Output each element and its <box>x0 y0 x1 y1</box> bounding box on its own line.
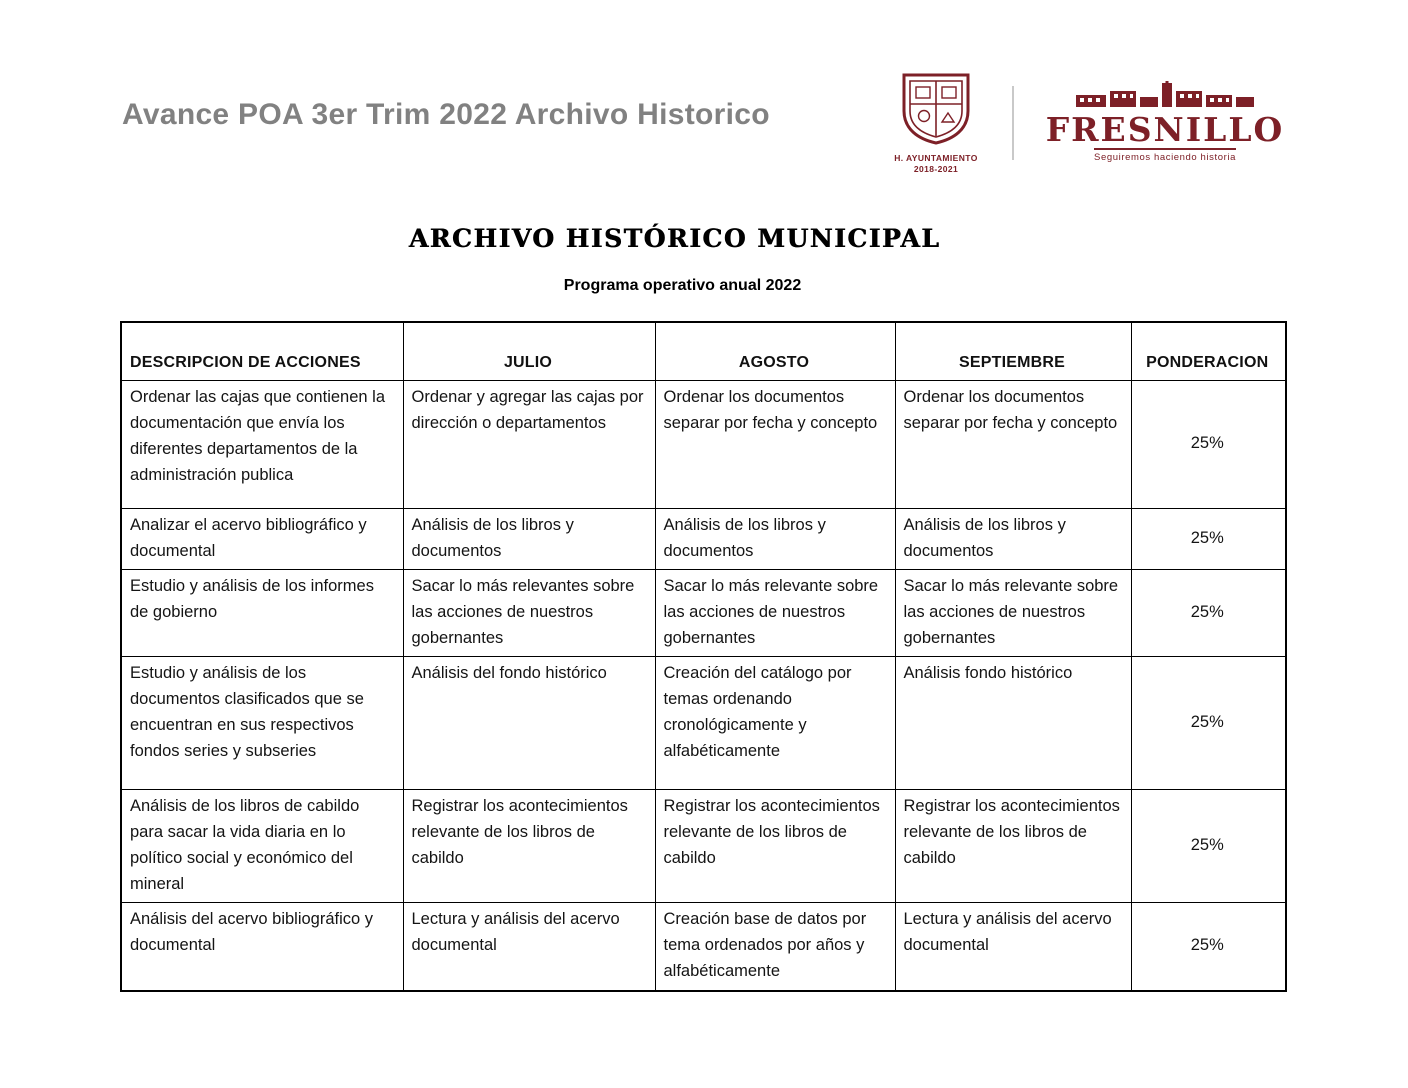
cell-septiembre: Ordenar los documentos separar por fecha y concepto <box>895 380 1131 508</box>
cell-agosto: Sacar lo más relevante sobre las acciones de nuestros gobernantes <box>655 569 895 656</box>
crest-shield-icon <box>900 72 972 146</box>
cell-julio: Ordenar y agregar las cajas por dirección o departamentos <box>403 380 655 508</box>
cell-agosto: Ordenar los documentos separar por fecha y concepto <box>655 380 895 508</box>
fresnillo-wordmark: FRESNILLO <box>1045 109 1285 149</box>
column-header-septiembre: SEPTIEMBRE <box>895 322 1131 380</box>
table-header-row <box>121 322 1286 380</box>
cell-agosto: Creación del catálogo por temas ordenando cronológicamente y alfabéticamente <box>655 657 895 790</box>
cell-julio: Registrar los acontecimientos relevante de los libros de cabildo <box>403 790 655 903</box>
cell-septiembre: Registrar los acontecimientos relevante de los libros de cabildo <box>895 790 1131 903</box>
column-header-julio: JULIO <box>403 322 655 380</box>
cell-julio: Análisis del fondo histórico <box>403 657 655 790</box>
column-header-ponderacion: PONDERACION <box>1131 322 1286 380</box>
cell-ponderacion: 25% <box>1131 790 1286 903</box>
column-header-agosto: AGOSTO <box>655 322 895 380</box>
fresnillo-logo <box>1040 81 1290 166</box>
page-header <box>0 0 1408 174</box>
cell-agosto: Análisis de los libros y documentos <box>655 508 895 569</box>
cell-agosto: Creación base de datos por tema ordenados por años y alfabéticamente <box>655 903 895 991</box>
cell-descripcion-de-acciones: Ordenar las cajas que contienen la documentación que envía los diferentes departamentos de la administración publica <box>121 380 403 508</box>
table-row <box>121 569 1286 656</box>
table-row <box>121 508 1286 569</box>
cell-agosto: Registrar los acontecimientos relevante de los libros de cabildo <box>655 790 895 903</box>
table-row <box>121 903 1286 991</box>
document-subheading: Programa operativo anual 2022 <box>563 277 802 295</box>
fresnillo-tagline: Seguiremos haciendo historia <box>1094 148 1236 163</box>
crest-caption-line1: H. AYUNTAMIENTO <box>894 153 978 163</box>
cell-septiembre: Sacar lo más relevante sobre las acciones de nuestros gobernantes <box>895 569 1131 656</box>
cell-descripcion-de-acciones: Análisis del acervo bibliográfico y documental <box>121 903 403 991</box>
cell-descripcion-de-acciones: Estudio y análisis de los documentos clasificados que se encuentran en sus respectivos fondos series y subseries <box>121 657 403 790</box>
page-title: Avance POA 3er Trim 2022 Archivo Historico <box>122 98 770 131</box>
cell-julio: Sacar lo más relevantes sobre las acciones de nuestros gobernantes <box>403 569 655 656</box>
fresnillo-skyline-icon <box>1070 81 1260 107</box>
ayuntamiento-crest-logo <box>886 72 986 174</box>
poa-table <box>120 321 1287 991</box>
column-header-descripcion-de-acciones: DESCRIPCION DE ACCIONES <box>121 322 403 380</box>
crest-caption-line2: 2018-2021 <box>913 163 959 174</box>
cell-julio: Lectura y análisis del acervo documental <box>403 903 655 991</box>
logo-group <box>886 72 1290 174</box>
table-row <box>121 380 1286 508</box>
cell-descripcion-de-acciones: Estudio y análisis de los informes de gobierno <box>121 569 403 656</box>
crest-caption <box>886 153 986 174</box>
table-row <box>121 790 1286 903</box>
document-heading: ARCHIVO HISTÓRICO MUNICIPAL <box>408 224 941 254</box>
cell-julio: Análisis de los libros y documentos <box>403 508 655 569</box>
cell-ponderacion: 25% <box>1131 508 1286 569</box>
table-row <box>121 657 1286 790</box>
cell-ponderacion: 25% <box>1131 657 1286 790</box>
cell-ponderacion: 25% <box>1131 569 1286 656</box>
cell-ponderacion: 25% <box>1131 903 1286 991</box>
cell-descripcion-de-acciones: Analizar el acervo bibliográfico y documental <box>121 508 403 569</box>
cell-ponderacion: 25% <box>1131 380 1286 508</box>
cell-septiembre: Análisis de los libros y documentos <box>895 508 1131 569</box>
cell-septiembre: Análisis fondo histórico <box>895 657 1131 790</box>
cell-septiembre: Lectura y análisis del acervo documental <box>895 903 1131 991</box>
cell-descripcion-de-acciones: Análisis de los libros de cabildo para sacar la vida diaria en lo político social y económico del mineral <box>121 790 403 903</box>
logo-divider <box>1012 86 1014 160</box>
